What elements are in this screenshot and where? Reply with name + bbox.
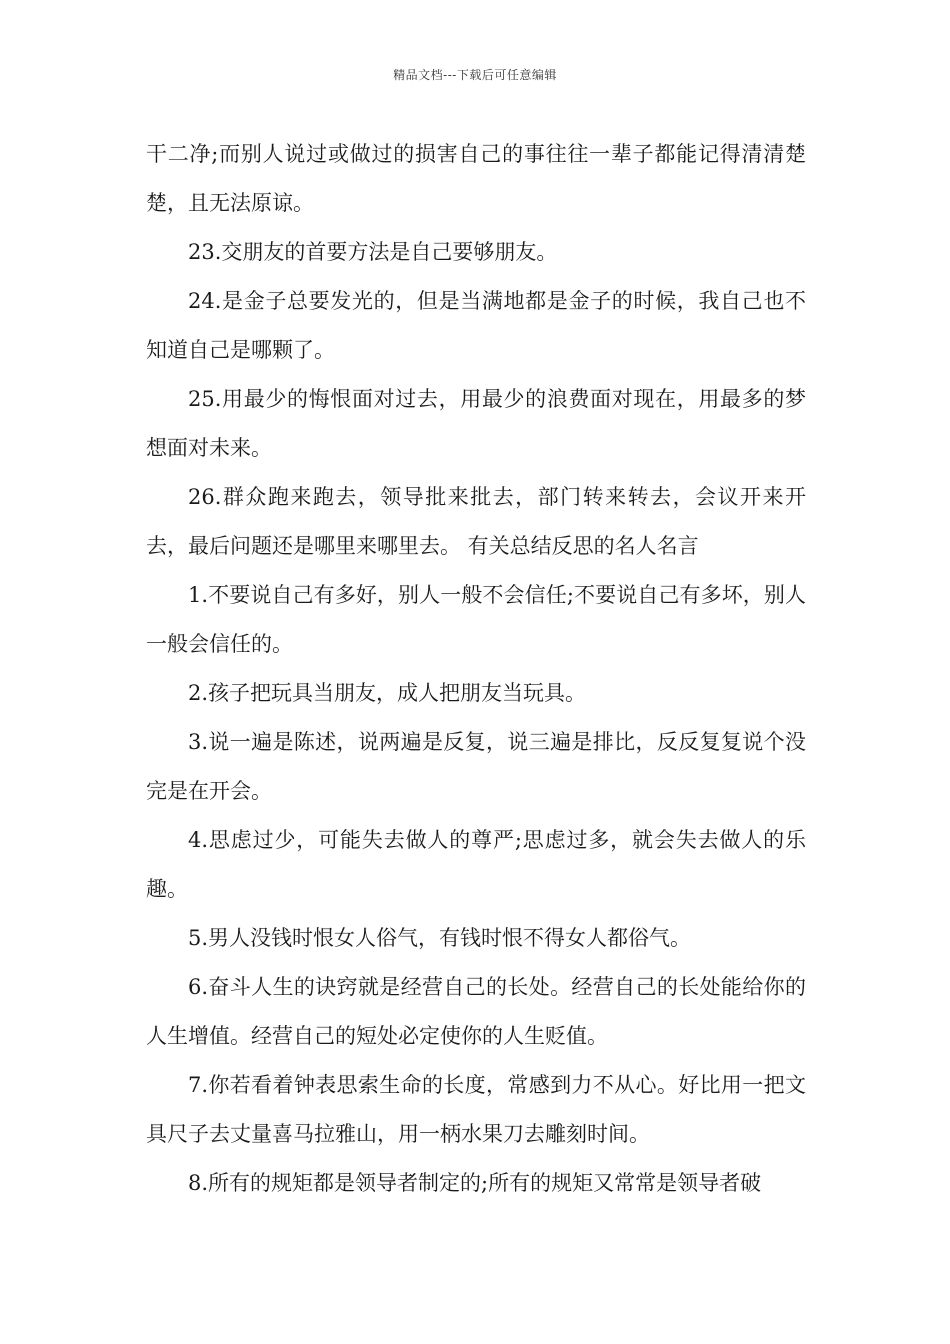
paragraph-1: 干二净;而别人说过或做过的损害自己的事往往一辈子都能记得清清楚楚，且无法原谅。 <box>146 142 806 215</box>
paragraph-11: 6.奋斗人生的诀窍就是经营自己的长处。经营自己的长处能给你的人生增值。经营自己的短处必定使你的人生贬值。 <box>146 975 806 1048</box>
page-header: 精品文档---下载后可任意编辑 <box>393 68 557 82</box>
paragraph-5: 26.群众跑来跑去，领导批来批去，部门转来转去，会议开来开去，最后问题还是哪里来哪里去。 有关总结反思的名人名言 <box>146 485 806 558</box>
paragraph-6: 1.不要说自己有多好，别人一般不会信任;不要说自己有多坏，别人一般会信任的。 <box>146 583 806 656</box>
paragraph-8: 3.说一遍是陈述，说两遍是反复，说三遍是排比，反反复复说个没完是在开会。 <box>146 730 806 803</box>
paragraph-4: 25.用最少的悔恨面对过去，用最少的浪费面对现在，用最多的梦想面对未来。 <box>146 387 806 460</box>
paragraph-12: 7.你若看着钟表思索生命的长度，常感到力不从心。好比用一把文具尺子去丈量喜马拉雅山，用一柄水果刀去雕刻时间。 <box>146 1073 806 1146</box>
paragraph-9: 4.思虑过少，可能失去做人的尊严;思虑过多，就会失去做人的乐趣。 <box>146 828 806 901</box>
paragraph-7: 2.孩子把玩具当朋友，成人把朋友当玩具。 <box>188 681 587 705</box>
paragraph-13: 8.所有的规矩都是领导者制定的;所有的规矩又常常是领导者破 <box>188 1171 762 1195</box>
document-body <box>146 130 806 1208</box>
paragraph-2: 23.交朋友的首要方法是自己要够朋友。 <box>188 240 558 264</box>
paragraph-3: 24.是金子总要发光的，但是当满地都是金子的时候，我自己也不知道自己是哪颗了。 <box>146 289 806 362</box>
paragraph-10: 5.男人没钱时恨女人俗气，有钱时恨不得女人都俗气。 <box>188 926 692 950</box>
